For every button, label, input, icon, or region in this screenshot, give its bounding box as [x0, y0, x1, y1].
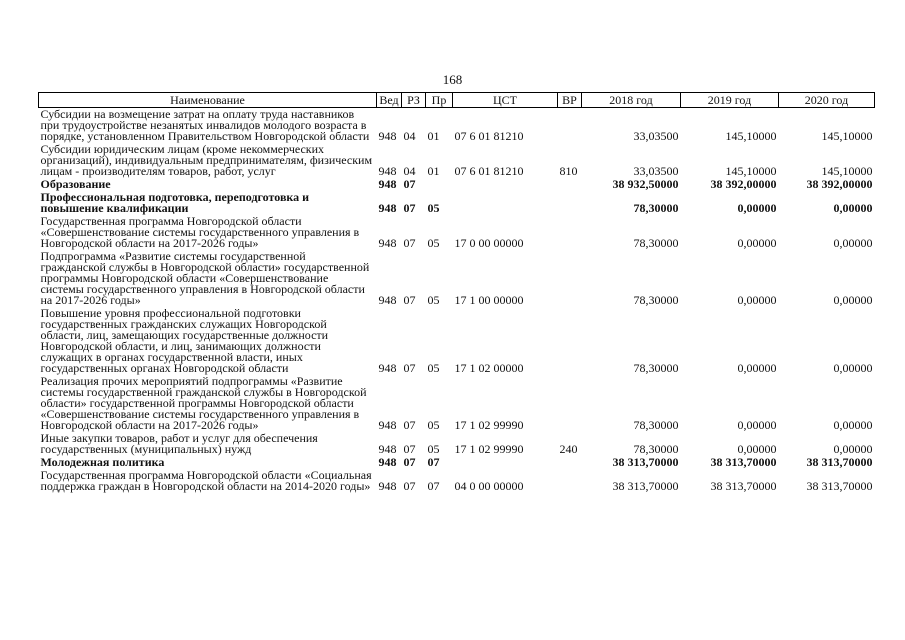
table-row: [39, 469, 875, 493]
header-name: Наименование: [39, 93, 377, 108]
cell-2019: 38 313,70000: [710, 455, 777, 469]
cell-2020: 0,00000: [833, 361, 873, 375]
cell-vr: [558, 178, 582, 191]
table-row: [39, 250, 875, 307]
cell-ved: 948: [378, 129, 397, 143]
cell-rz: 07: [403, 236, 416, 250]
cell-pr: 07: [427, 479, 440, 493]
cell-2020: 38 313,70000: [806, 455, 873, 469]
table-row: [39, 191, 875, 215]
cell-name: Реализация прочих мероприятий подпрограммы «Развитие системы государственной гражданской службы в Новгородской области» государственной программы Новгородской области «Совершенствование системы государственного управления в Новгородской области на 2017-2026 годы»: [40, 374, 367, 432]
cell-2018: 38 932,50000: [612, 177, 679, 191]
cell-2019: 0,00000: [737, 201, 777, 215]
header-rz: РЗ: [402, 93, 426, 108]
cell-pr: 01: [427, 164, 440, 178]
cell-ved: 948: [378, 236, 397, 250]
cell-name: Образование: [40, 177, 111, 191]
cell-rz: 07: [403, 455, 416, 469]
cell-rz: 07: [403, 361, 416, 375]
cell-vr: [558, 215, 582, 250]
cell-vr: [558, 469, 582, 493]
cell-ved: 948: [378, 201, 397, 215]
cell-2018: 78,30000: [633, 442, 679, 456]
header-vr: ВР: [558, 93, 582, 108]
cell-vr: [558, 375, 582, 432]
cell-rz: 04: [403, 129, 416, 143]
cell-2020: 145,10000: [821, 164, 873, 178]
cell-2018: 33,03500: [633, 164, 679, 178]
cell-2018: 78,30000: [633, 236, 679, 250]
cell-name: Государственная программа Новгородской области «Социальная поддержка граждан в Новгородской области на 2014-2020 годы»: [40, 468, 372, 493]
cell-cst: 17 1 00 00000: [454, 293, 524, 307]
table-row: [39, 215, 875, 250]
header-2020: 2020 год: [779, 93, 875, 108]
cell-2018: 33,03500: [633, 129, 679, 143]
cell-vr: [558, 108, 582, 144]
header-row: [39, 93, 875, 108]
cell-2020: 0,00000: [833, 293, 873, 307]
cell-name: Иные закупки товаров, работ и услуг для обеспечения государственных (муниципальных) нужд: [40, 431, 318, 456]
cell-2020: 38 392,00000: [806, 177, 873, 191]
header-ved: Вед: [377, 93, 402, 108]
cell-pr: 05: [427, 236, 440, 250]
cell-name: Субсидии юридическим лицам (кроме некоммерческих организаций), индивидуальным предпринимателям, физическим лицам - производителям товаров, работ, услуг: [40, 142, 373, 178]
table-row: [39, 108, 875, 144]
cell-ved: 948: [378, 479, 397, 493]
cell-pr: 05: [427, 442, 440, 456]
cell-2019: 145,10000: [725, 164, 777, 178]
cell-cst: 07 6 01 81210: [454, 129, 524, 143]
cell-2018: 78,30000: [633, 418, 679, 432]
cell-vr: 240: [559, 442, 578, 456]
cell-vr: [558, 456, 582, 469]
table-row: [39, 307, 875, 375]
cell-cst: 17 0 00 00000: [454, 236, 524, 250]
cell-2020: 0,00000: [833, 442, 873, 456]
cell-2020: 0,00000: [833, 236, 873, 250]
cell-2019: 38 392,00000: [710, 177, 777, 191]
cell-vr: 810: [559, 164, 578, 178]
cell-2019: 145,10000: [725, 129, 777, 143]
cell-ved: 948: [378, 293, 397, 307]
cell-name: Государственная программа Новгородской области «Совершенствование системы государственного управления в Новгородской области на 2017-2026 годы»: [40, 214, 360, 250]
cell-pr: 01: [427, 129, 440, 143]
cell-ved: 948: [378, 455, 397, 469]
cell-vr: [558, 191, 582, 215]
cell-cst: 17 1 02 00000: [454, 361, 524, 375]
cell-2020: 38 313,70000: [806, 479, 873, 493]
header-pr: Пр: [426, 93, 453, 108]
cell-2018: 78,30000: [633, 201, 679, 215]
cell-cst: [453, 456, 558, 469]
page-number: 168: [442, 72, 463, 87]
cell-vr: [558, 307, 582, 375]
cell-name: Повышение уровня профессиональной подготовки государственных гражданских служащих Новгородской области, лиц, замещающих государственные должности Новгородской области, и лиц, занимающих должности служащих в органах государственной власти, иных государственных органах Новгородской области: [40, 306, 329, 375]
cell-2019: 0,00000: [737, 293, 777, 307]
cell-rz: 07: [403, 418, 416, 432]
cell-2018: 78,30000: [633, 293, 679, 307]
table-body: [39, 108, 875, 494]
cell-ved: 948: [378, 361, 397, 375]
cell-pr: [426, 178, 453, 191]
cell-cst: 17 1 02 99990: [454, 442, 524, 456]
cell-cst: [453, 178, 558, 191]
cell-2019: 0,00000: [737, 361, 777, 375]
cell-2020: 145,10000: [821, 129, 873, 143]
cell-2018: 38 313,70000: [612, 455, 679, 469]
cell-2019: 0,00000: [737, 418, 777, 432]
cell-cst: 04 0 00 00000: [454, 479, 524, 493]
cell-cst: [453, 191, 558, 215]
cell-pr: 05: [427, 418, 440, 432]
table-row: [39, 432, 875, 456]
cell-ved: 948: [378, 177, 397, 191]
header-2019: 2019 год: [681, 93, 779, 108]
cell-pr: 07: [427, 455, 440, 469]
cell-2019: 0,00000: [737, 442, 777, 456]
cell-ved: 948: [378, 164, 397, 178]
cell-name: Подпрограмма «Развитие системы государственной гражданской службы в Новгородской области» государственной программы Новгородской области «Совершенствование системы государственного управления в Новгородской области на 2017-2026 годы»: [40, 249, 370, 307]
cell-cst: 17 1 02 99990: [454, 418, 524, 432]
cell-name: Субсидии на возмещение затрат на оплату труда наставников при трудоустройстве незанятых инвалидов молодого возраста в порядке, установленном Правительством Новгородской области: [40, 107, 370, 143]
cell-2019: 0,00000: [737, 236, 777, 250]
cell-cst: 07 6 01 81210: [454, 164, 524, 178]
table-row: [39, 143, 875, 178]
cell-ved: 948: [378, 442, 397, 456]
cell-rz: 07: [403, 177, 416, 191]
cell-name: Профессиональная подготовка, переподготовка и повышение квалификации: [40, 190, 310, 215]
cell-pr: 05: [427, 293, 440, 307]
budget-table: [38, 92, 875, 493]
cell-2020: 0,00000: [833, 418, 873, 432]
cell-vr: [558, 250, 582, 307]
table-row: [39, 375, 875, 432]
header-2018: 2018 год: [582, 93, 681, 108]
header-cst: ЦСТ: [453, 93, 558, 108]
cell-rz: 07: [403, 201, 416, 215]
cell-rz: 07: [403, 293, 416, 307]
cell-rz: 07: [403, 442, 416, 456]
cell-pr: 05: [427, 201, 440, 215]
cell-2018: 78,30000: [633, 361, 679, 375]
cell-ved: 948: [378, 418, 397, 432]
cell-name: Молодежная политика: [40, 455, 165, 469]
cell-rz: 04: [403, 164, 416, 178]
cell-2018: 38 313,70000: [612, 479, 679, 493]
cell-rz: 07: [403, 479, 416, 493]
cell-pr: 05: [427, 361, 440, 375]
cell-2019: 38 313,70000: [710, 479, 777, 493]
cell-2020: 0,00000: [833, 201, 873, 215]
